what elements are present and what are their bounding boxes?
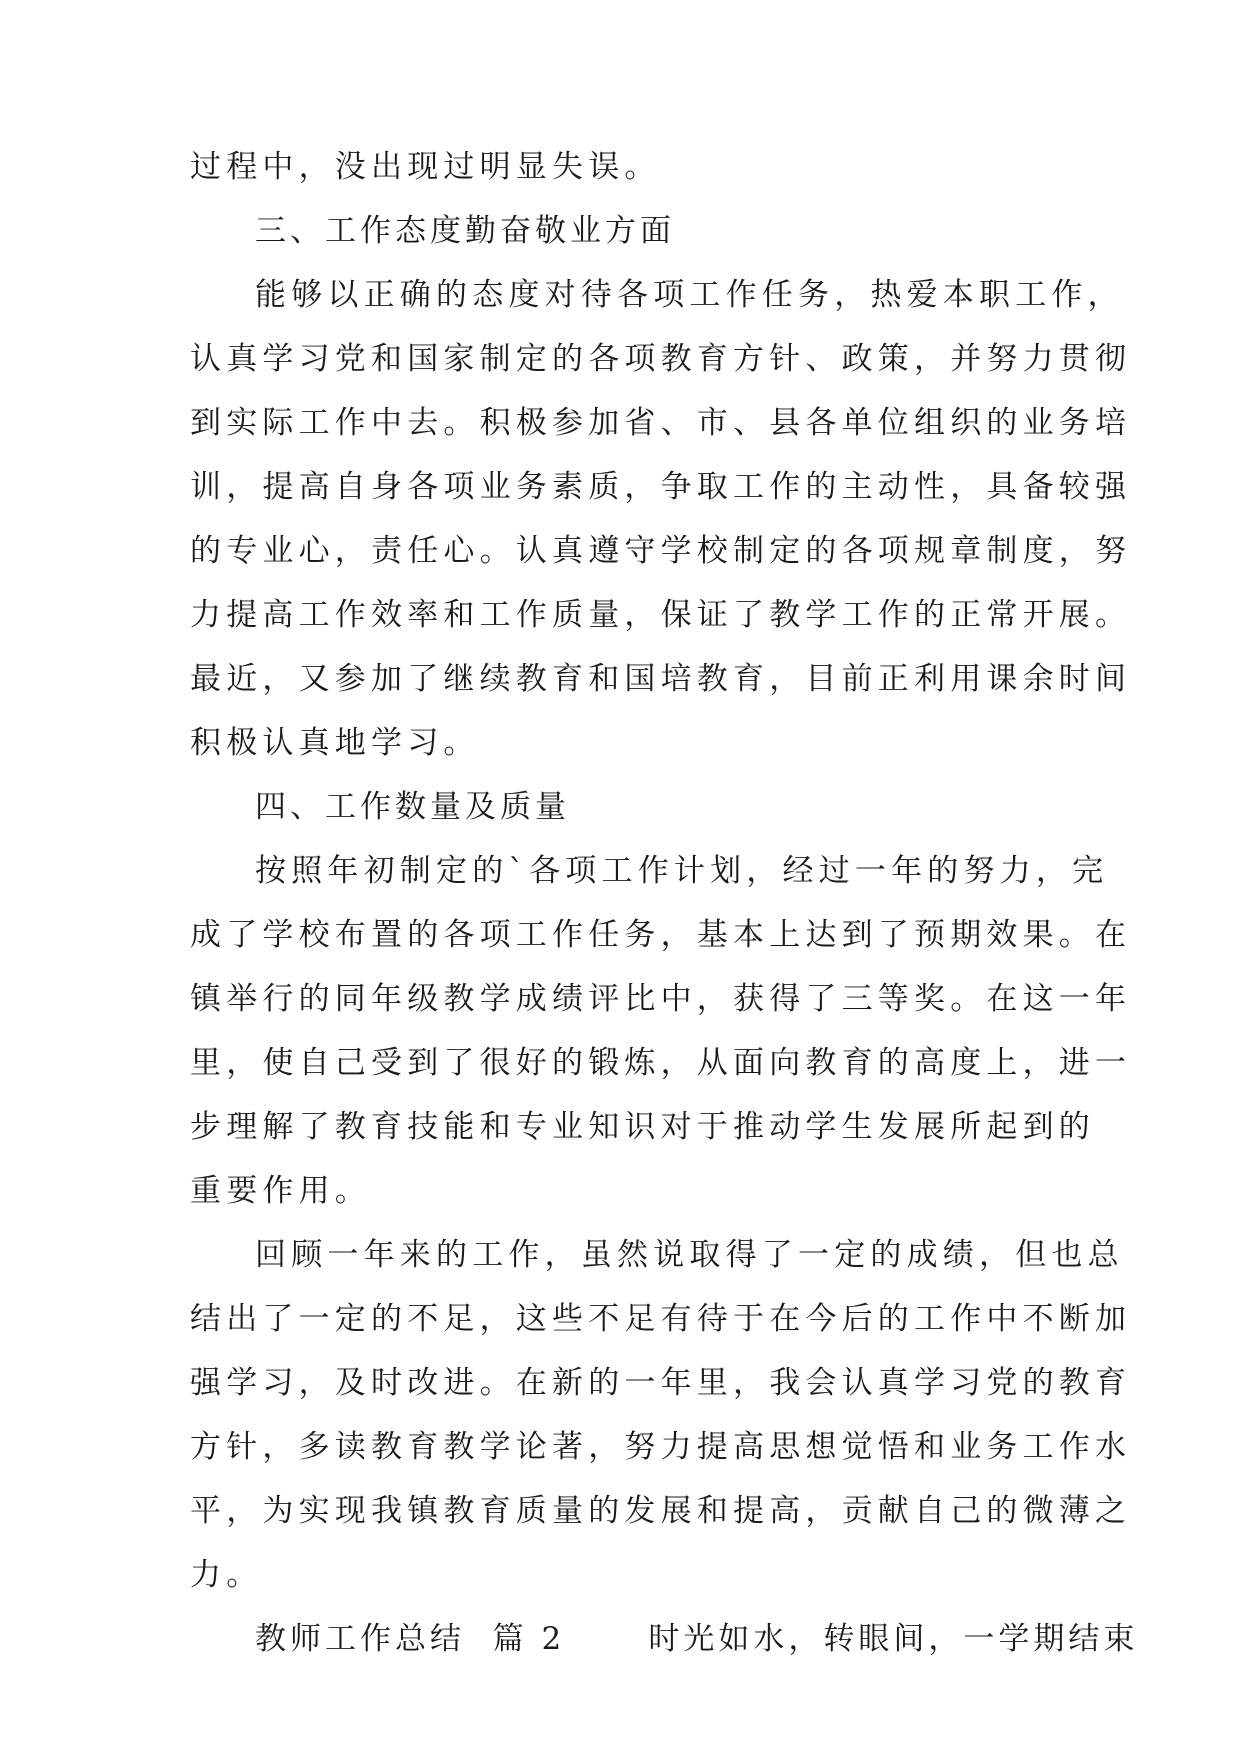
text-line: 镇举行的同年级教学成绩评比中，获得了三等奖。在这一年 bbox=[190, 981, 1132, 1017]
text-line: 按照年初制定的`各项工作计划，经过一年的努力，完 bbox=[255, 853, 1109, 889]
section-heading: 三、工作态度勤奋敬业方面 bbox=[255, 213, 675, 249]
text-line: 过程中，没出现过明显失误。 bbox=[190, 149, 661, 185]
text-line: 重要作用。 bbox=[190, 1173, 371, 1209]
text-line: 最近，又参加了继续教育和国培教育，目前正利用课余时间 bbox=[190, 661, 1132, 697]
text-line: 强学习，及时改进。在新的一年里，我会认真学习党的教育 bbox=[190, 1365, 1132, 1401]
text-line: 积极认真地学习。 bbox=[190, 725, 480, 761]
text-line: 能够以正确的态度对待各项工作任务，热爱本职工作， bbox=[255, 277, 1124, 313]
text-line: 步理解了教育技能和专业知识对于推动学生发展所起到的 bbox=[190, 1109, 1095, 1145]
text-line: 结出了一定的不足，这些不足有待于在今后的工作中不断加 bbox=[190, 1301, 1132, 1337]
text-line: 平，为实现我镇教育质量的发展和提高，贡献自己的微薄之 bbox=[190, 1493, 1132, 1529]
text-line: 里，使自己受到了很好的锻炼，从面向教育的高度上，进一 bbox=[190, 1045, 1132, 1081]
section-heading: 四、工作数量及质量 bbox=[255, 789, 570, 825]
text-line: 训，提高自身各项业务素质，争取工作的主动性，具备较强 bbox=[190, 469, 1132, 505]
text-line: 认真学习党和国家制定的各项教育方针、政策，并努力贯彻 bbox=[190, 341, 1132, 377]
text-line: 的专业心，责任心。认真遵守学校制定的各项规章制度，努 bbox=[190, 533, 1132, 569]
article-heading: 教师工作总结 篇 2 时光如水，转眼间，一学期结束 bbox=[255, 1621, 1139, 1657]
text-line: 到实际工作中去。积极参加省、市、县各单位组织的业务培 bbox=[190, 405, 1132, 441]
text-line: 方针，多读教育教学论著，努力提高思想觉悟和业务工作水 bbox=[190, 1429, 1132, 1465]
text-line: 力。 bbox=[190, 1557, 263, 1593]
text-line: 力提高工作效率和工作质量，保证了教学工作的正常开展。 bbox=[190, 597, 1132, 633]
text-line: 成了学校布置的各项工作任务，基本上达到了预期效果。在 bbox=[190, 917, 1132, 953]
text-line: 回顾一年来的工作，虽然说取得了一定的成绩，但也总 bbox=[255, 1237, 1124, 1273]
